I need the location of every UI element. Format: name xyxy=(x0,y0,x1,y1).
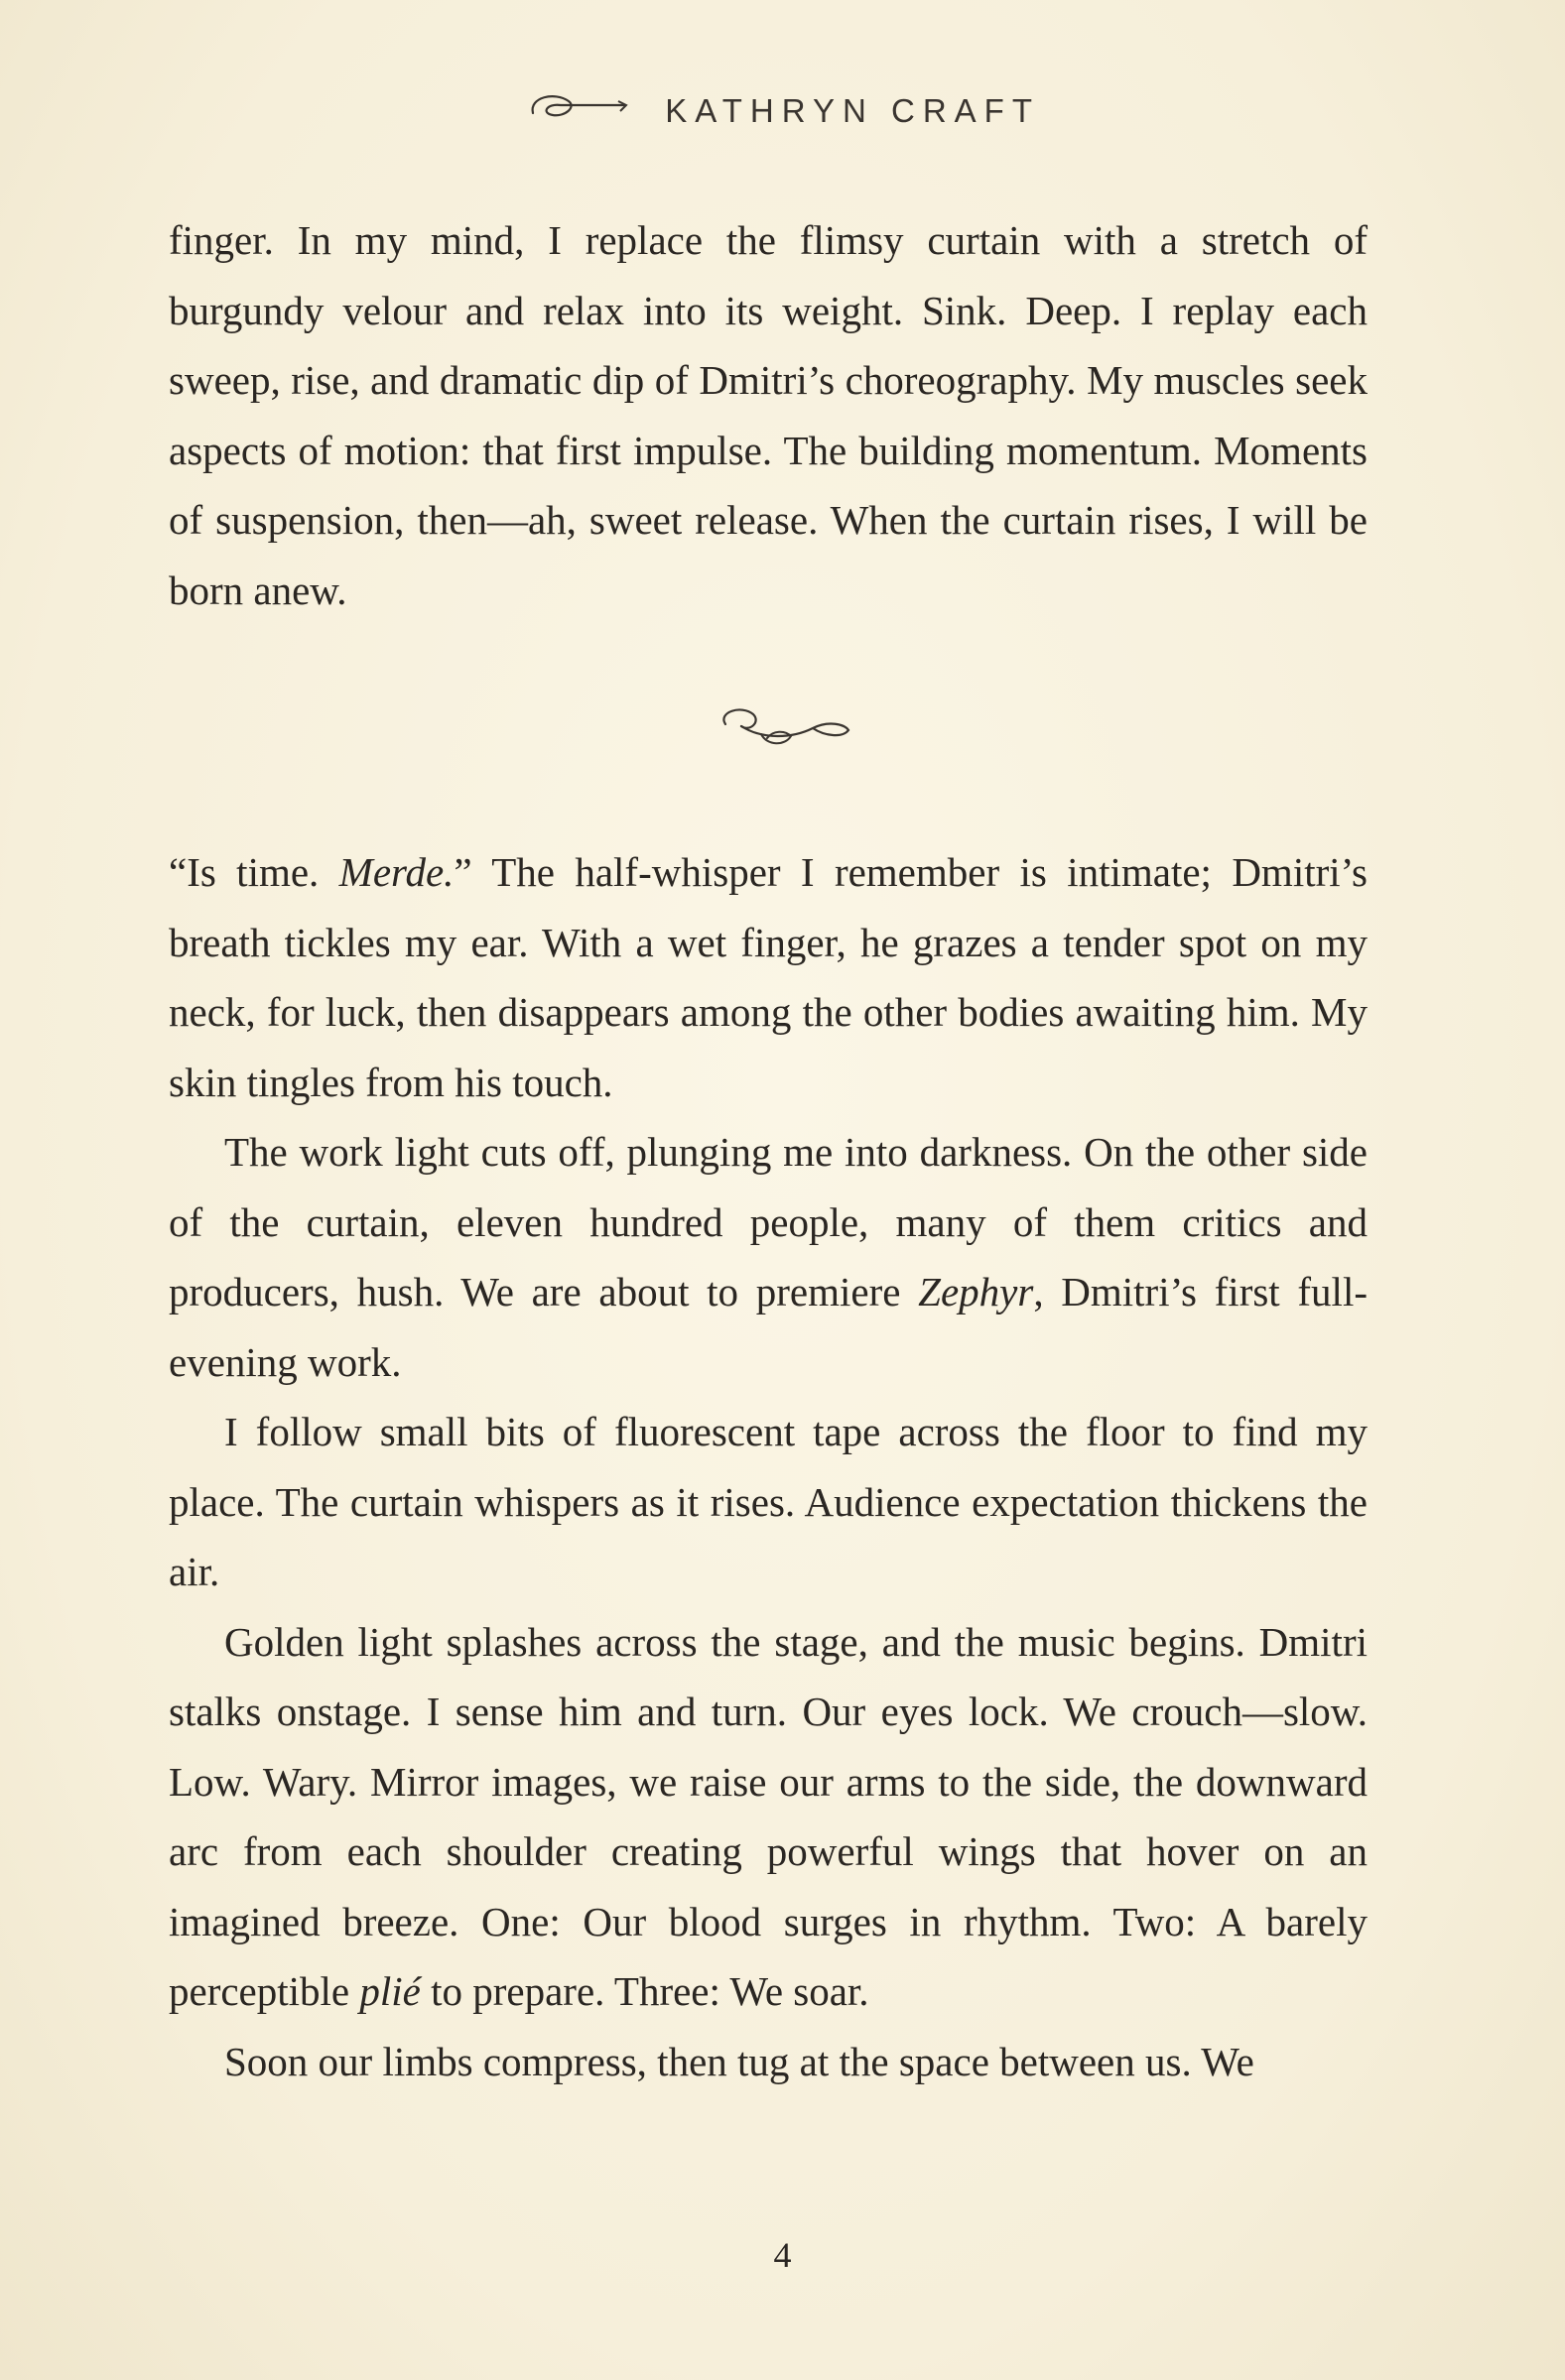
paragraph: finger. In my mind, I replace the flimsy curtain with a stretch of burgundy velour and relax into its weight. Sink. Deep. I replay each sweep, rise, and dramatic dip of Dmitri’s choreography. My muscles seek aspects of motion: that first impulse. The building momentum. Moments of suspension, then—ah, sweet release. When the curtain rises, I will be born anew. xyxy=(169,217,1368,613)
section-divider xyxy=(0,694,1565,769)
flourish-ornament-icon xyxy=(525,87,634,135)
paragraph: Golden light splashes across the stage, and the music begins. Dmitri stalks onstage. I sense him and turn. Our eyes lock. We crouch—slow. Low. Wary. Mirror images, we raise our arms to the side, the downward arc from each shoulder creating powerful wings that hover on an imagined breeze. One: Our blood surges in rhythm. Two: A barely perceptible plié to prepare. Three: We soar. xyxy=(169,1618,1368,2014)
paragraph: “Is time. Merde.” The half-whisper I remember is intimate; Dmitri’s breath tickles my ear. With a wet finger, he grazes a tender spot on my neck, for luck, then disappears among the other bodies awaiting him. My skin tingles from his touch. xyxy=(169,849,1368,1105)
scroll-divider-ornament-icon xyxy=(704,694,862,764)
italic-term: plié xyxy=(359,1968,421,2014)
page-number: 4 xyxy=(773,2235,792,2275)
paragraph: The work light cuts off, plunging me into darkness. On the other side of the curtain, eleven hundred people, many of them critics and producers, hush. We are about to premiere Zephyr, Dmitri’s first full-evening work. xyxy=(169,1129,1368,1385)
section-two xyxy=(169,837,1368,2096)
italic-term: Merde. xyxy=(338,849,455,895)
italic-term: Zephyr xyxy=(918,1269,1034,1315)
section-one xyxy=(169,205,1368,625)
author-name: KATHRYN CRAFT xyxy=(665,92,1040,129)
running-header xyxy=(0,87,1565,135)
paragraph: Soon our limbs compress, then tug at the space between us. We xyxy=(224,2038,1254,2084)
paragraph: I follow small bits of fluorescent tape across the floor to find my place. The curtain whispers as it rises. Audience expectation thickens the air. xyxy=(169,1409,1368,1594)
